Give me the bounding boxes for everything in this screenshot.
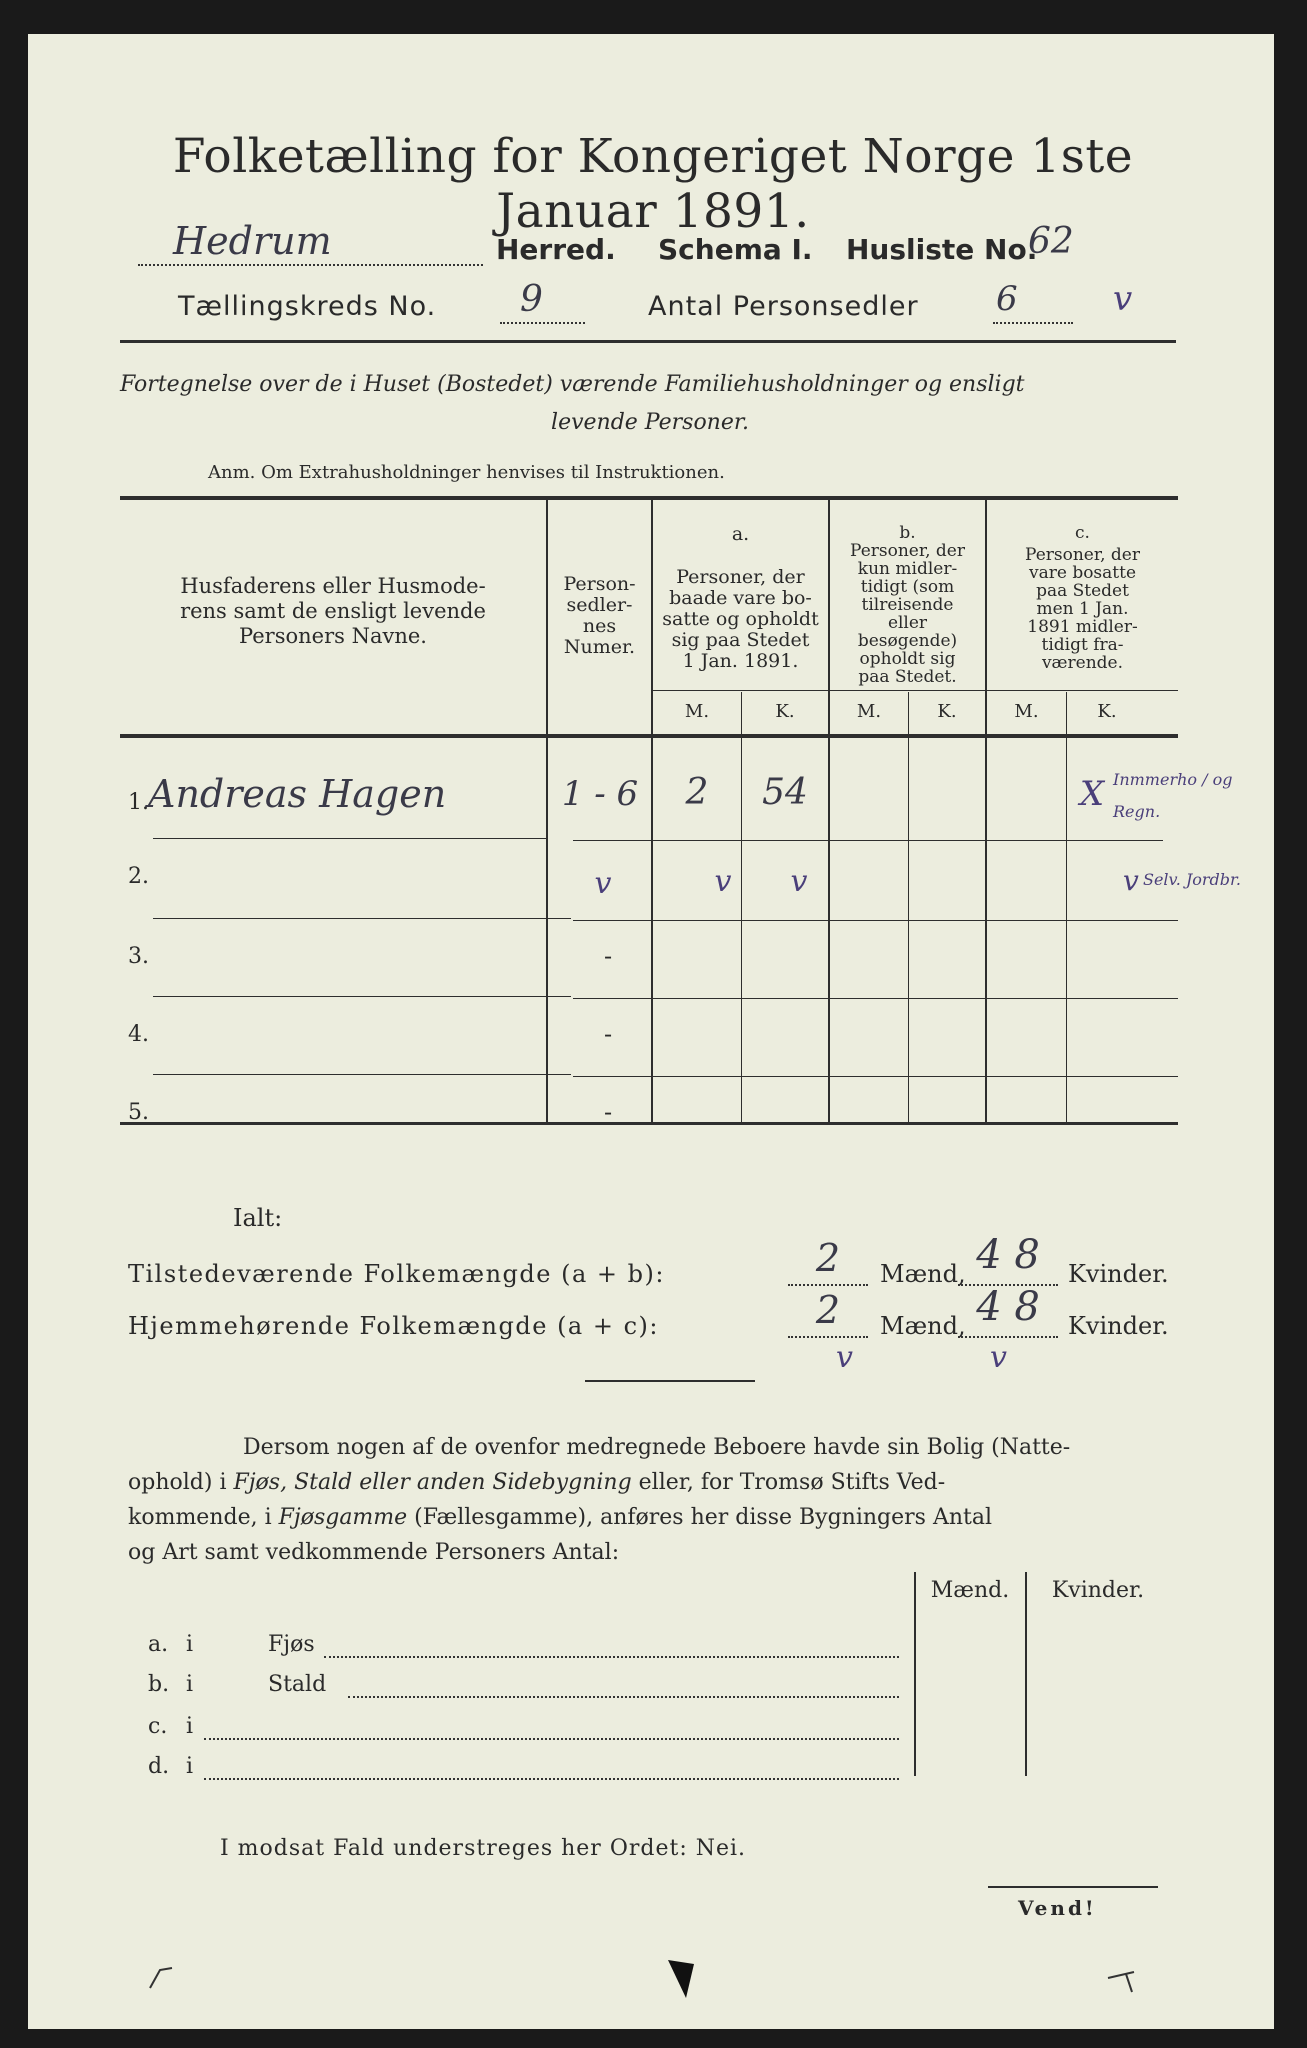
- item-d-letter: d.: [148, 1754, 170, 1779]
- col-header-c-l2: vare bosatte: [1028, 563, 1137, 583]
- tilstede-label: Tilstedeværende Folkemængde (a + b):: [128, 1260, 665, 1288]
- total-check-1: v: [836, 1340, 853, 1375]
- item-a-i: i: [186, 1632, 194, 1657]
- item-b-label: Stald: [268, 1672, 327, 1697]
- antal-value: 6: [996, 279, 1018, 319]
- schema-label: Schema I.: [658, 233, 813, 266]
- col-header-a-l3: satte og opholdt: [662, 608, 819, 630]
- header-rule: [120, 340, 1176, 343]
- col-header-a-l5: 1 Jan. 1891.: [682, 650, 799, 672]
- col-header-b-l3: tidigt (som: [860, 577, 955, 597]
- col-a-k: K.: [775, 701, 795, 722]
- row-1-note: Inmmerho / og Regn.: [1113, 770, 1233, 821]
- outbuildings-col-2: [1025, 1572, 1027, 1776]
- item-d-dots: [204, 1760, 899, 1780]
- col-header-name: [128, 574, 538, 649]
- kreds-label: Tællingskreds No.: [178, 291, 437, 322]
- totals-separator: [585, 1380, 755, 1382]
- row-2-rule-name: [153, 918, 571, 919]
- hjemme-m: 2: [815, 1288, 841, 1332]
- col-header-name-l1: Husfaderens eller Husmode-: [180, 574, 486, 598]
- mk-subheader-rule: [651, 690, 1178, 691]
- col-header-c-l4: men 1 Jan.: [1036, 599, 1129, 619]
- row-1-rule-name: [153, 838, 548, 839]
- col-header-c-l3: paa Stedet: [1036, 581, 1129, 601]
- item-b-i: i: [186, 1672, 194, 1697]
- outbuildings-line-2b: Fjøs, Stald eller anden Sidebygning: [233, 1470, 632, 1495]
- outbuildings-col-1: [914, 1572, 916, 1776]
- col-header-name-l3: Personers Navne.: [239, 624, 427, 648]
- table-top-rule: [120, 496, 1178, 500]
- row-3-rule-name: [153, 996, 571, 997]
- row-2-note: Selv. Jordbr.: [1143, 870, 1242, 889]
- col-b-k: K.: [937, 701, 957, 722]
- hjemme-kvinder: Kvinder.: [1068, 1312, 1169, 1340]
- row-2-rule: [573, 920, 1178, 921]
- item-c-letter: c.: [148, 1714, 168, 1739]
- table-header-rule: [120, 734, 1178, 738]
- col-header-b: [830, 524, 985, 686]
- table-bottom-rule: [120, 1122, 1178, 1125]
- item-b-dots: [348, 1678, 899, 1698]
- antal-label: Antal Personsedler: [648, 291, 919, 322]
- tilstede-kvinder: Kvinder.: [1068, 1260, 1169, 1288]
- outbuildings-line-4: og Art samt vedkommende Personers Antal:: [128, 1540, 620, 1565]
- row-2-a-m: v: [714, 864, 732, 899]
- row-5-number: 5.: [128, 1100, 149, 1125]
- item-a-dots: [324, 1638, 899, 1658]
- row-1-name: Andreas Hagen: [148, 772, 447, 816]
- row-3-rule: [573, 998, 1178, 999]
- col-divider-a-mk: [741, 692, 742, 1124]
- col-header-c: [987, 524, 1178, 672]
- item-c-dots: [204, 1720, 899, 1740]
- col-header-num-l1: Person-: [563, 573, 636, 595]
- col-header-c-letter: c.: [1075, 523, 1090, 543]
- col-header-c-l7: værende.: [1041, 653, 1124, 673]
- item-b-letter: b.: [148, 1672, 170, 1697]
- col-c-k: K.: [1097, 701, 1117, 722]
- col-header-b-l7: opholdt sig: [859, 649, 956, 669]
- form-title: Folketælling for Kongeriget Norge 1ste Januar 1891.: [172, 129, 1134, 239]
- row-1-num: 1 - 6: [561, 774, 639, 814]
- outbuildings-line-3: [128, 1500, 1188, 1535]
- hjemme-maend: Mænd,: [880, 1312, 966, 1340]
- col-divider-c-mk: [1066, 692, 1067, 1124]
- col-header-b-l2: kun midler-: [857, 559, 958, 579]
- husliste-label: Husliste No.: [846, 233, 1038, 266]
- herred-value: Hedrum: [173, 219, 332, 263]
- tilstede-m: 2: [815, 1236, 841, 1280]
- col-header-c-l5: 1891 midler-: [1027, 617, 1138, 637]
- row-3-number: 3.: [128, 944, 149, 969]
- herred-label: Herred.: [496, 233, 616, 266]
- husliste-value: 62: [1028, 221, 1074, 262]
- outbuildings-kvinder-header: Kvinder.: [1051, 1578, 1145, 1603]
- row-5-num: -: [603, 1098, 613, 1126]
- col-c-m: M.: [1014, 701, 1039, 722]
- col-header-a-letter: a.: [731, 523, 750, 545]
- outbuildings-line-3b: Fjøsgamme: [278, 1505, 408, 1530]
- outbuildings-maend-header: Mænd.: [930, 1578, 1010, 1603]
- item-a-label: Fjøs: [268, 1632, 315, 1657]
- row-2-c-k: v: [1123, 864, 1139, 897]
- outbuildings-line-2a: ophold) i: [128, 1470, 234, 1495]
- tilstede-maend: Mænd,: [880, 1260, 966, 1288]
- row-2-num: v: [594, 866, 612, 901]
- row-4-number: 4.: [128, 1022, 149, 1047]
- intro-line-2: levende Personer.: [551, 410, 749, 435]
- outbuildings-line-2: [128, 1465, 1188, 1500]
- item-c-i: i: [186, 1714, 194, 1739]
- col-header-num: [548, 574, 651, 658]
- row-2-a-k: v: [790, 864, 808, 899]
- modsat-fald-note: I modsat Fald understreges her Ordet: Nei.: [220, 1836, 747, 1861]
- col-header-b-l5: eller: [887, 613, 928, 633]
- col-header-b-letter: b.: [899, 523, 916, 543]
- col-header-b-l8: paa Stedet.: [858, 667, 957, 687]
- col-header-a: [653, 524, 828, 672]
- col-header-name-l2: rens samt de ensligt levende: [180, 599, 486, 623]
- col-b-m: M.: [856, 701, 882, 722]
- col-header-num-l3: nes: [582, 615, 617, 637]
- col-header-c-l6: tidigt fra-: [1041, 635, 1124, 655]
- hjemme-k: 4 8: [976, 1284, 1040, 1330]
- col-a-m: M.: [684, 701, 710, 722]
- outbuildings-paragraph: [128, 1430, 1188, 1570]
- item-a-letter: a.: [148, 1632, 169, 1657]
- outbuildings-line-1: Dersom nogen af de ovenfor medregnede Beboere havde sin Bolig (Natte-: [243, 1435, 1071, 1460]
- corner-mark-icon: [664, 1954, 704, 2004]
- col-header-b-l6: besøgende): [857, 631, 958, 651]
- row-1-c-k: X: [1079, 774, 1105, 814]
- outbuildings-line-3a: kommende, i: [128, 1505, 279, 1530]
- vend-label: Vend!: [1018, 1896, 1097, 1920]
- pen-mark-icon: [146, 1954, 186, 1994]
- row-3-num: -: [603, 942, 613, 970]
- row-4-num: -: [603, 1020, 613, 1048]
- hjemme-label: Hjemmehørende Folkemængde (a + c):: [128, 1312, 659, 1340]
- row-1-number: 1.: [128, 790, 149, 815]
- col-header-num-l4: Numer.: [563, 636, 636, 658]
- col-header-a-l4: sig paa Stedet: [671, 629, 810, 651]
- outbuildings-line-2c: eller, for Tromsø Stifts Ved-: [631, 1470, 946, 1495]
- row-1-a-k: 54: [762, 772, 808, 813]
- col-header-num-l2: sedler-: [566, 594, 633, 616]
- anm-note: Anm. Om Extrahusholdninger henvises til Instruktionen.: [208, 462, 725, 483]
- col-header-a-l1: Personer, der: [676, 566, 805, 588]
- row-4-rule: [573, 1076, 1178, 1077]
- pen-mark-right-icon: [1104, 1962, 1144, 2002]
- row-1-rule: [573, 840, 1163, 841]
- col-header-a-l2: baade vare bo-: [669, 587, 812, 609]
- row-2-number: 2.: [128, 864, 149, 889]
- kreds-value: 9: [520, 279, 543, 320]
- census-form-page: [28, 34, 1274, 2029]
- ialt-label: Ialt:: [233, 1204, 283, 1232]
- col-header-b-l1: Personer, der: [850, 541, 965, 561]
- total-check-2: v: [990, 1340, 1007, 1375]
- item-d-i: i: [186, 1754, 194, 1779]
- col-header-b-l4: tilreisende: [861, 595, 954, 615]
- outbuildings-line-3c: (Fællesgamme), anføres her disse Bygningers Antal: [407, 1505, 992, 1530]
- col-divider-b-mk: [908, 692, 909, 1124]
- col-header-c-l1: Personer, der: [1025, 545, 1140, 565]
- row-1-a-m: 2: [685, 772, 709, 813]
- check-mark: v: [1113, 279, 1133, 319]
- intro-line-1: Fortegnelse over de i Huset (Bostedet) værende Familiehusholdninger og ensligt: [120, 372, 1025, 397]
- tilstede-k: 4 8: [976, 1232, 1040, 1278]
- vend-rule: [988, 1886, 1158, 1888]
- row-4-rule-name: [153, 1074, 571, 1075]
